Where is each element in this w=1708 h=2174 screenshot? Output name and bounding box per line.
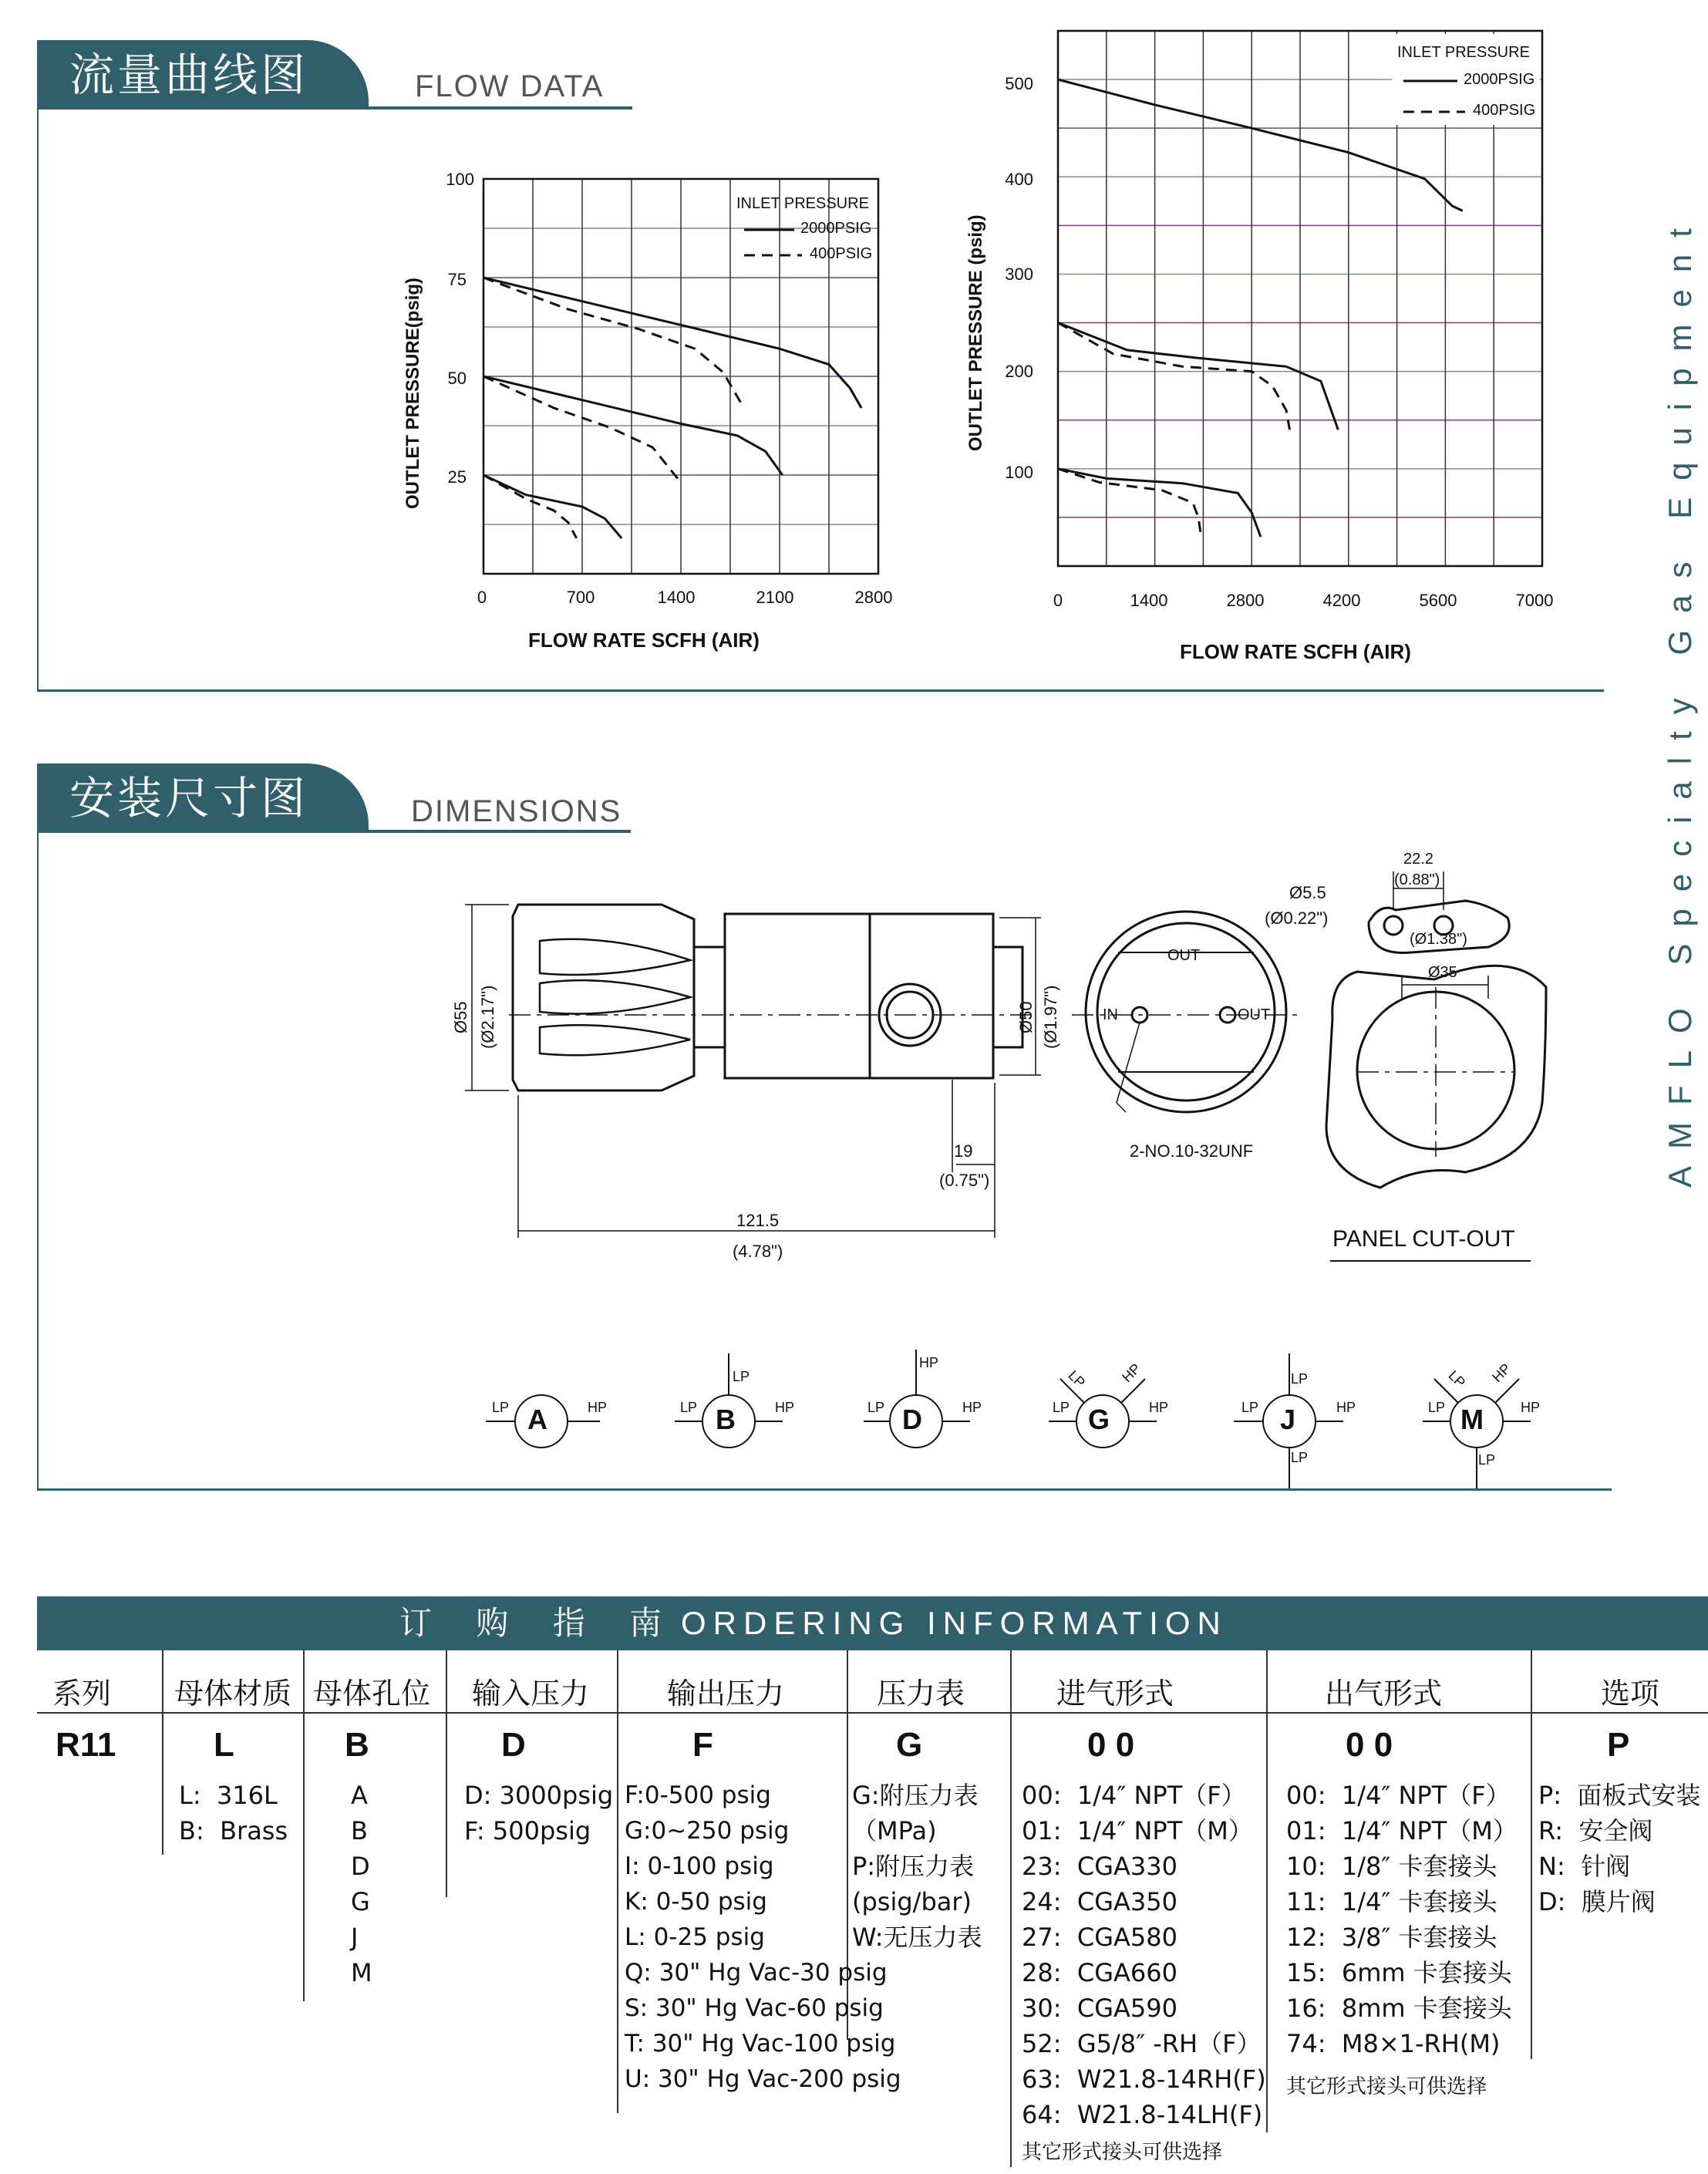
code-gauge: G [896, 1726, 923, 1764]
port-M: M [1460, 1404, 1484, 1435]
option-item: J [351, 1923, 359, 1952]
c1-ytick-100: 100 [446, 170, 474, 189]
c2-xtick-1400: 1400 [1130, 591, 1168, 610]
option-item: 00: 1/4″ NPT（F） [1286, 1781, 1511, 1810]
port-A: A [527, 1404, 547, 1435]
dim-55: Ø55 [451, 1001, 470, 1033]
option-item: 00: 1/4″ NPT（F） [1022, 1781, 1246, 1810]
option-item: P:附压力表 [852, 1852, 975, 1881]
ordering-header-rule [37, 1712, 1708, 1714]
col-header-gauge: 压力表 [877, 1677, 965, 1711]
option-item: L: 316L [179, 1781, 278, 1810]
option-item: 23: CGA330 [1022, 1852, 1177, 1881]
port-J-bottom: LP [1291, 1450, 1309, 1465]
port-diagrams [486, 1350, 1531, 1488]
c2-ytick-300: 300 [1005, 265, 1033, 284]
c1-ytick-50: 50 [447, 369, 467, 388]
hole-spacing: 22.2 [1403, 851, 1433, 868]
c1-xtick-1400: 1400 [657, 588, 696, 607]
option-item: 10: 1/8″ 卡套接头 [1286, 1852, 1497, 1881]
port-B-right: HP [775, 1400, 795, 1415]
hole-dia-in: (Ø0.22") [1265, 908, 1329, 928]
list-inlet-conn [1022, 1778, 1266, 2132]
cut-dia: Ø35 [1428, 964, 1457, 981]
code-port: B [345, 1726, 369, 1764]
c2-legend-title: INLET PRESSURE [1397, 44, 1530, 61]
c1-ylabel: OUTLET PRESSURE(psig) [403, 277, 423, 509]
code-outlet-conn: 0 0 [1346, 1726, 1393, 1764]
option-item: P: 面板式安装 [1538, 1781, 1701, 1810]
port-J-right: HP [1336, 1400, 1356, 1415]
port-J-top: LP [1291, 1371, 1309, 1387]
c1-xtick-2800: 2800 [854, 588, 893, 607]
hole-spacing-in: (0.88") [1394, 871, 1440, 888]
option-item: 11: 1/4″ 卡套接头 [1286, 1887, 1497, 1916]
c2-ytick-100: 100 [1005, 463, 1033, 482]
chart-right [1058, 31, 1542, 566]
option-item: 30: CGA590 [1022, 1994, 1177, 2023]
dim-121: 121.5 [736, 1211, 780, 1230]
col-header-inlet: 输入压力 [472, 1677, 590, 1711]
code-series: R11 [56, 1726, 116, 1764]
cut-dia-in: (Ø1.38") [1410, 931, 1467, 948]
port-J: J [1280, 1404, 1296, 1435]
series-line-400psig-2 [1058, 323, 1290, 430]
list-outlet-conn [1286, 1778, 1518, 2061]
list-options [1538, 1778, 1700, 1920]
dim-50: Ø50 [1016, 1001, 1036, 1033]
outlet-conn-note: 其它形式接头可供选择 [1286, 2075, 1487, 2098]
option-item: M [351, 1958, 372, 1987]
list-gauge [852, 1778, 982, 1955]
port-G-left: LP [1053, 1400, 1070, 1415]
series-line-2000psig-0 [483, 278, 861, 408]
col-header-port: 母体孔位 [313, 1677, 431, 1711]
flow-section-title: 流量曲线图 [37, 40, 369, 110]
c2-legend-400: 400PSIG [1473, 102, 1536, 119]
dim-19: 19 [954, 1141, 973, 1161]
c1-ytick-75: 75 [447, 270, 467, 289]
c1-xtick-0: 0 [477, 588, 487, 607]
series-line-400psig-3 [483, 376, 678, 479]
option-item: W:无压力表 [852, 1923, 982, 1952]
option-item: 24: CGA350 [1022, 1887, 1177, 1916]
col-sep [303, 1650, 305, 2001]
col-header-material: 母体材质 [174, 1677, 292, 1711]
col-header-outlet: 输出压力 [667, 1677, 785, 1711]
port-A-lp: LP [492, 1400, 510, 1415]
port-M-bottom: LP [1478, 1452, 1496, 1468]
col-sep [1010, 1650, 1012, 2167]
c2-ytick-200: 200 [1005, 362, 1033, 381]
side-brand-text: AMFLO Specialty Gas Equipment [1662, 211, 1698, 1188]
thread-spec: 2-NO.10-32UNF [1130, 1141, 1254, 1161]
c1-xtick-700: 700 [566, 588, 595, 607]
c1-ytick-25: 25 [447, 467, 467, 487]
option-item: 74: M8×1-RH(M) [1286, 2029, 1501, 2058]
option-item: 28: CGA660 [1022, 1958, 1177, 1987]
series-line-2000psig-4 [483, 475, 622, 538]
dims-section-title: 安装尺寸图 [37, 763, 369, 833]
option-item: F:0-500 psig [625, 1781, 771, 1809]
c2-ylabel: OUTLET PRESSURE (psig) [965, 214, 986, 451]
port-G-tr: HP [1119, 1360, 1144, 1386]
chart-left [483, 179, 878, 574]
option-item: R: 安全阀 [1538, 1816, 1653, 1845]
end-out-top: OUT [1167, 947, 1201, 964]
col-header-series: 系列 [52, 1677, 112, 1711]
list-inlet [464, 1778, 613, 1849]
option-item: B: Brass [179, 1816, 288, 1845]
option-item: D: 3000psig [464, 1781, 614, 1810]
hole-dia: Ø5.5 [1289, 883, 1326, 902]
option-item: D: 膜片阀 [1538, 1887, 1656, 1916]
code-inlet: D [501, 1726, 526, 1764]
col-header-options: 选项 [1601, 1677, 1660, 1711]
c1-xlabel: FLOW RATE SCFH (AIR) [528, 629, 760, 652]
ordering-title-bar [37, 1596, 1708, 1650]
port-B-left: LP [680, 1400, 698, 1415]
panel-cutout-drawing [1326, 871, 1546, 1261]
col-sep [617, 1650, 618, 2113]
dims-section-title-en: DIMENSIONS [411, 794, 622, 828]
option-item: G:附压力表 [852, 1781, 979, 1810]
col-header-inlet-conn: 进气形式 [1056, 1677, 1174, 1711]
col-sep [162, 1650, 163, 1855]
list-port [351, 1778, 372, 1990]
c1-legend-400: 400PSIG [810, 245, 873, 262]
port-M-tr: HP [1489, 1360, 1514, 1386]
c2-ytick-500: 500 [1005, 74, 1033, 93]
option-item: I: 0-100 psig [625, 1852, 774, 1880]
series-line-2000psig-1 [1058, 323, 1338, 430]
option-item: 01: 1/4″ NPT（M） [1286, 1816, 1518, 1845]
list-material [179, 1778, 288, 1849]
dim-50-in: (Ø1.97") [1041, 985, 1060, 1049]
dim-121-in: (4.78") [733, 1242, 783, 1261]
option-item: U: 30" Hg Vac-200 psig [625, 2065, 901, 2093]
option-item: 16: 8mm 卡套接头 [1286, 1994, 1512, 2023]
port-G-tl: LP [1065, 1367, 1089, 1391]
option-item: A [351, 1781, 368, 1810]
col-sep [446, 1650, 447, 1897]
option-item: 15: 6mm 卡套接头 [1286, 1958, 1512, 1987]
code-options: P [1607, 1726, 1630, 1764]
port-J-left: LP [1241, 1400, 1259, 1415]
port-G: G [1088, 1404, 1110, 1435]
code-material: L [214, 1726, 234, 1764]
port-D-right: HP [962, 1400, 982, 1415]
c2-xlabel: FLOW RATE SCFH (AIR) [1180, 640, 1411, 663]
option-item: 52: G5/8″ -RH（F） [1022, 2029, 1262, 2058]
c2-xtick-2800: 2800 [1226, 591, 1265, 610]
option-item: F: 500psig [464, 1816, 591, 1845]
port-D: D [902, 1404, 922, 1435]
option-item: D [351, 1852, 370, 1881]
c1-xtick-2100: 2100 [756, 588, 794, 607]
option-item: Q: 30" Hg Vac-30 psig [625, 1959, 888, 1987]
option-item: 12: 3/8″ 卡套接头 [1286, 1923, 1497, 1952]
option-item: 63: W21.8-14RH(F) [1022, 2064, 1266, 2094]
port-A-hp: HP [588, 1400, 608, 1415]
option-item: 27: CGA580 [1022, 1923, 1177, 1952]
c2-xtick-5600: 5600 [1419, 591, 1457, 610]
option-item: 01: 1/4″ NPT（M） [1022, 1816, 1253, 1845]
c2-xtick-7000: 7000 [1515, 591, 1554, 610]
col-sep [1266, 1650, 1268, 2132]
port-B-top: LP [733, 1369, 750, 1384]
end-in: IN [1103, 1006, 1118, 1023]
code-outlet: F [692, 1726, 713, 1764]
series-line-400psig-4 [1058, 469, 1201, 532]
option-item: （MPa) [852, 1816, 937, 1845]
c2-ytick-400: 400 [1005, 170, 1033, 189]
c1-legend-2000: 2000PSIG [800, 220, 872, 237]
flow-section-title-en: FLOW DATA [415, 69, 605, 103]
option-item: K: 0-50 psig [625, 1888, 767, 1916]
option-item: (psig/bar) [852, 1887, 972, 1916]
c2-xtick-0: 0 [1053, 591, 1063, 610]
ordering-title-cn: 订 购 指 南 [399, 1604, 679, 1642]
option-item: T: 30" Hg Vac-100 psig [625, 2030, 896, 2058]
col-header-outlet-conn: 出气形式 [1325, 1677, 1443, 1711]
series-line-2000psig-3 [1058, 469, 1261, 537]
col-sep [1531, 1650, 1532, 2059]
dim-19-in: (0.75") [939, 1171, 990, 1190]
port-G-right: HP [1149, 1400, 1169, 1415]
port-M-left: LP [1428, 1400, 1446, 1415]
option-item: B [351, 1816, 368, 1845]
ordering-title-en: ORDERING INFORMATION [681, 1605, 1228, 1641]
port-D-top: HP [919, 1355, 939, 1370]
port-M-tl: LP [1445, 1367, 1469, 1391]
inlet-conn-note: 其它形式接头可供选择 [1022, 2141, 1223, 2164]
c1-legend-title: INLET PRESSURE [736, 195, 869, 212]
c2-xtick-4200: 4200 [1322, 591, 1361, 610]
c2-legend-2000: 2000PSIG [1464, 71, 1535, 88]
code-inlet-conn: 0 0 [1087, 1726, 1135, 1764]
dim-55-in: (Ø2.17") [478, 985, 497, 1049]
port-B: B [716, 1404, 736, 1435]
option-item: S: 30" Hg Vac-60 psig [625, 1994, 884, 2022]
panel-cutout-label: PANEL CUT-OUT [1332, 1226, 1515, 1252]
option-item: L: 0-25 psig [625, 1923, 765, 1951]
end-out-right: OUT [1238, 1006, 1271, 1023]
option-item: N: 针阀 [1538, 1852, 1631, 1881]
option-item: G [351, 1887, 370, 1916]
option-item: 64: W21.8-14LH(F) [1022, 2100, 1263, 2129]
option-item: G:0~250 psig [625, 1817, 790, 1845]
port-D-left: LP [867, 1400, 885, 1415]
series-line-400psig-5 [483, 475, 577, 538]
port-M-right: HP [1521, 1400, 1541, 1415]
